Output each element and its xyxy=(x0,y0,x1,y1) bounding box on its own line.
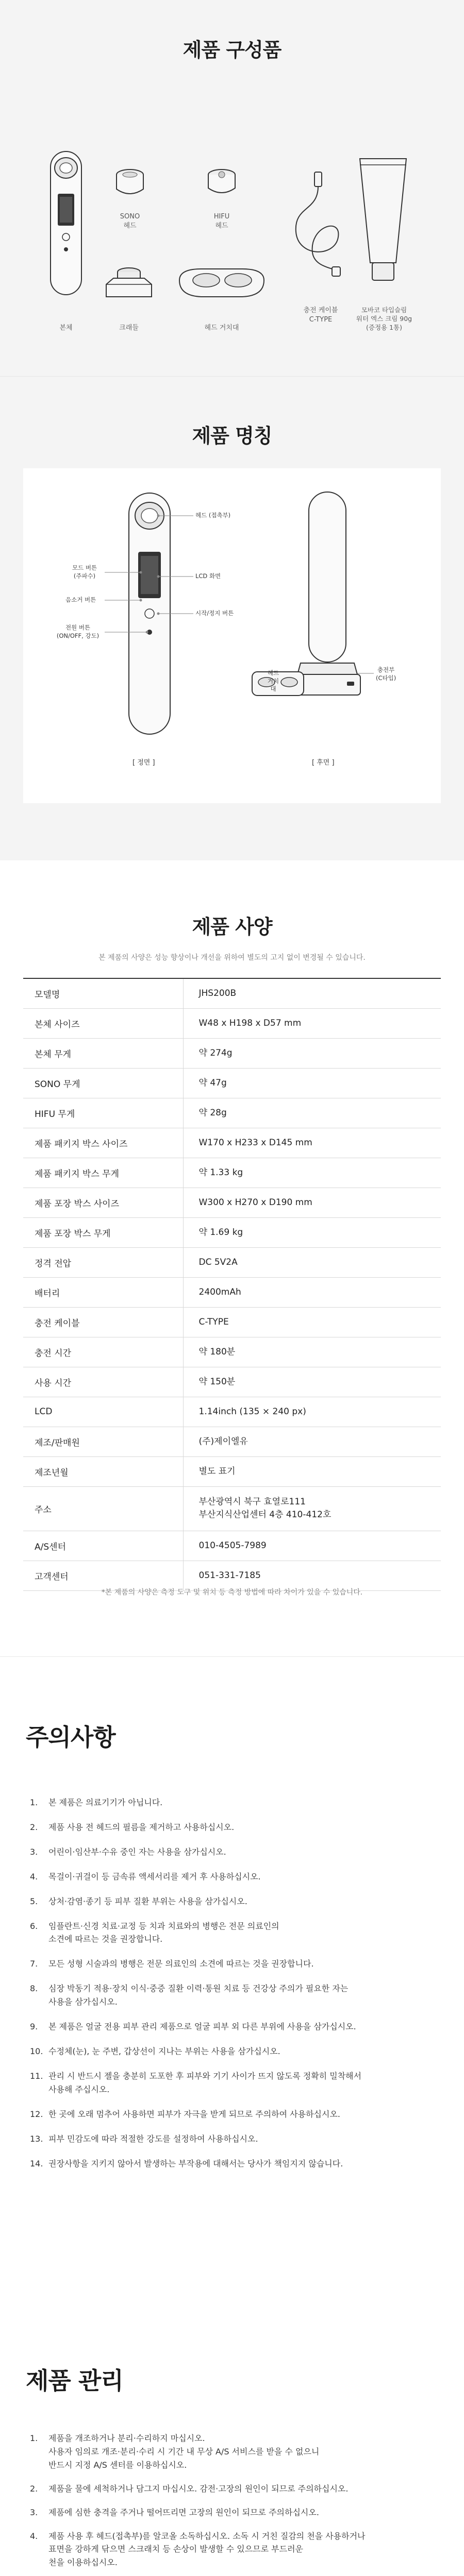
spec-row xyxy=(23,1158,441,1188)
spec-row xyxy=(23,1217,441,1247)
spec-row xyxy=(23,1531,441,1561)
spec-value: W170 x H233 x D145 mm xyxy=(183,1128,441,1158)
list-item-number: 7. xyxy=(30,1959,38,1969)
list-item-number: 10. xyxy=(30,2046,43,2056)
list-item xyxy=(30,2070,361,2096)
list-item-number: 9. xyxy=(30,2022,38,2032)
list-item-number: 4. xyxy=(30,2531,38,2541)
spec-label: 본체 사이즈 xyxy=(23,1008,183,1038)
spec-row xyxy=(23,1188,441,1217)
list-item xyxy=(30,2432,365,2472)
care-section xyxy=(0,2342,464,2576)
list-item xyxy=(30,1870,361,1884)
spec-label: 배터리 xyxy=(23,1277,183,1307)
spec-value: 약 180분 xyxy=(183,1337,441,1367)
spec-subtitle: 본 제품의 사양은 성능 향상이나 개선을 위하여 별도의 고지 없이 변경될 수 있습니다. xyxy=(98,954,366,962)
caution-list xyxy=(30,1796,361,2181)
spec-row xyxy=(23,1277,441,1307)
spec-row xyxy=(23,1427,441,1456)
list-item-text: 본 제품은 의료기기가 아닙니다. xyxy=(48,1798,163,1807)
spec-row xyxy=(23,1486,441,1531)
spec-value: 약 1.33 kg xyxy=(183,1158,441,1188)
spec-label: 제품 포장 박스 사이즈 xyxy=(23,1188,183,1217)
spec-value: (주)제이엘유 xyxy=(183,1427,441,1456)
list-item xyxy=(30,2506,365,2519)
names-diagram-panel xyxy=(23,468,441,803)
callout-head: 헤드 (접촉부) xyxy=(195,512,231,519)
spec-value: W300 x H270 x D190 mm xyxy=(183,1188,441,1217)
spec-label: LCD xyxy=(23,1397,183,1427)
spec-value: 약 28g xyxy=(183,1098,441,1128)
list-item-text: 제품을 물에 세척하거나 담그지 마십시오. 감전·고장의 원인이 되므로 주의하십시오. xyxy=(48,2483,349,2494)
list-item-number: 14. xyxy=(30,2158,43,2168)
spec-value: 1.14inch (135 × 240 px) xyxy=(183,1397,441,1427)
list-item-number: 6. xyxy=(30,1921,38,1931)
list-item xyxy=(30,2045,361,2058)
list-item-number: 8. xyxy=(30,1984,38,1994)
list-item xyxy=(30,2132,361,2146)
list-item-text: 제품 사용 전 헤드의 필름을 제거하고 사용하십시오. xyxy=(48,1822,235,1832)
list-item-text: 수정체(눈), 눈 주변, 갑상선이 지나는 부위는 사용을 삼가십시오. xyxy=(48,2046,280,2056)
spec-value: 약 47g xyxy=(183,1068,441,1098)
list-item-number: 1. xyxy=(30,1798,38,1807)
care-title: 제품 관리 xyxy=(26,2367,123,2395)
list-item-number: 13. xyxy=(30,2133,43,2144)
spec-note: *본 제품의 사양은 측정 도구 및 위치 등 측정 방법에 따라 차이가 있을 수 있습니다. xyxy=(101,1588,363,1597)
spec-value: 2400mAh xyxy=(183,1277,441,1307)
hifu-head-illustration xyxy=(206,167,237,199)
list-item-text: 모든 성형 시술과의 병행은 전문 의료인의 소견에 따르는 것을 권장합니다. xyxy=(48,1959,314,1969)
list-item-number: 11. xyxy=(30,2071,43,2081)
component-label-holder: 헤드 거치대 xyxy=(204,324,239,332)
list-item-number: 3. xyxy=(30,1846,38,1857)
component-label-sono: SONO 헤드 xyxy=(120,213,140,230)
component-label-cream: 모바코 타입슬림 워터 엑스 크림 90g (증정용 1통) xyxy=(356,306,412,331)
list-item-number: 5. xyxy=(30,1896,38,1906)
components-title: 제품 구성품 xyxy=(183,39,281,61)
list-item-text: 권장사항을 지키지 않아서 발생하는 부작용에 대해서는 당사가 책임지지 않습니다. xyxy=(48,2158,343,2168)
callout-mute-button: 음소거 버튼 xyxy=(65,596,96,603)
spec-row xyxy=(23,1337,441,1367)
list-item-number: 2. xyxy=(30,1822,38,1832)
spec-table xyxy=(23,978,441,1591)
spec-row xyxy=(23,1247,441,1277)
spec-row xyxy=(23,1561,441,1590)
spec-row xyxy=(23,1367,441,1397)
callout-start-button: 시작/정지 버튼 xyxy=(195,609,234,617)
list-item xyxy=(30,1895,361,1908)
head-holder-illustration xyxy=(175,265,268,302)
list-item xyxy=(30,1920,361,1946)
spec-label: 모델명 xyxy=(23,978,183,1008)
list-item-text: 심장 박동기 적용·장치 이식·중증 질환 이력·통원 치료 등 건강상 주의가 필요한 자는 사용을 삼가십시오. xyxy=(48,1984,349,2007)
callout-mode-button: 모드 버튼 (주파수) xyxy=(72,564,97,580)
list-item-number: 3. xyxy=(30,2507,38,2517)
spec-label: 충전 시간 xyxy=(23,1337,183,1367)
component-label-cradle: 크래들 xyxy=(119,324,139,332)
list-item xyxy=(30,1796,361,1809)
list-item xyxy=(30,1845,361,1859)
names-title: 제품 명칭 xyxy=(192,425,272,447)
spec-value: C-TYPE xyxy=(183,1307,441,1337)
main-body-illustration xyxy=(45,148,87,298)
spec-label: 정격 전압 xyxy=(23,1247,183,1277)
spec-label: 충전 케이블 xyxy=(23,1307,183,1337)
list-item xyxy=(30,1821,361,1834)
spec-value: JHS200B xyxy=(183,978,441,1008)
spec-value: 010-4505-7989 xyxy=(183,1531,441,1561)
spec-value: 약 1.69 kg xyxy=(183,1217,441,1247)
list-item xyxy=(30,2157,361,2171)
spec-label: 제조/판매원 xyxy=(23,1427,183,1456)
front-view-caption: [ 정면 ] xyxy=(132,759,155,767)
spec-label: HIFU 무게 xyxy=(23,1098,183,1128)
back-view-caption: [ 후면 ] xyxy=(312,759,335,767)
spec-row xyxy=(23,1098,441,1128)
list-item-text: 제품을 개조하거나 분리·수리하지 마십시오. 사용자 임의로 개조·분리·수리 시 기간 내 무상 A/S 서비스를 받을 수 없으니 반드시 지정 A/S 센터를 이용하십시오. xyxy=(48,2433,320,2470)
list-item xyxy=(30,1982,361,2009)
spec-value: 약 150분 xyxy=(183,1367,441,1397)
spec-row xyxy=(23,1068,441,1098)
spec-row xyxy=(23,1456,441,1486)
callout-lcd: LCD 화면 xyxy=(195,572,221,580)
spec-row xyxy=(23,1008,441,1038)
component-label-hifu: HIFU 헤드 xyxy=(213,213,230,230)
charging-cable-illustration xyxy=(289,170,351,278)
spec-row xyxy=(23,1397,441,1427)
names-section xyxy=(0,376,464,860)
callout-power-button: 전원 버튼 (ON/OFF, 강도) xyxy=(56,624,100,639)
spec-row xyxy=(23,978,441,1008)
spec-label: 제품 패키지 박스 사이즈 xyxy=(23,1128,183,1158)
list-item xyxy=(30,2482,365,2496)
spec-row xyxy=(23,1038,441,1068)
spec-value: DC 5V2A xyxy=(183,1247,441,1277)
spec-label: SONO 무게 xyxy=(23,1068,183,1098)
list-item-text: 본 제품은 얼굴 전용 피부 관리 제품으로 얼굴 피부 외 다른 부위에 사용을 삼가십시오. xyxy=(48,2022,356,2032)
cream-tube-illustration xyxy=(355,155,411,283)
callout-head-holder: 헤드 거치대 xyxy=(267,669,279,693)
callout-charge-port: 충전부 (C타입) xyxy=(376,666,396,682)
spec-row xyxy=(23,1307,441,1337)
list-item-text: 목걸이·귀걸이 등 금속류 액세서리를 제거 후 사용하십시오. xyxy=(48,1871,261,1882)
spec-label: 제품 포장 박스 무게 xyxy=(23,1217,183,1247)
caution-title: 주의사항 xyxy=(26,1723,115,1751)
list-item-text: 피부 민감도에 따라 적절한 강도를 설정하여 사용하십시오. xyxy=(48,2133,258,2144)
spec-value: 051-331-7185 xyxy=(183,1561,441,1590)
care-list xyxy=(30,2432,365,2576)
list-item xyxy=(30,2020,361,2033)
spec-label: 고객센터 xyxy=(23,1561,183,1590)
spec-label: 제조년월 xyxy=(23,1456,183,1486)
component-label-cable: 충전 케이블 C-TYPE xyxy=(303,307,338,324)
list-item-number: 4. xyxy=(30,1871,38,1882)
spec-value: 부산광역시 북구 효열로111 부산지식산업센터 4층 410-412호 xyxy=(183,1486,441,1531)
spec-label: 제품 패키지 박스 무게 xyxy=(23,1158,183,1188)
list-item-number: 2. xyxy=(30,2483,38,2494)
spec-section xyxy=(0,860,464,1656)
list-item xyxy=(30,2108,361,2121)
spec-label: A/S센터 xyxy=(23,1531,183,1561)
list-item xyxy=(30,2530,365,2570)
spec-title: 제품 사양 xyxy=(192,916,272,938)
list-item-text: 상처·감염·종기 등 피부 질환 부위는 사용을 삼가십시오. xyxy=(48,1896,247,1906)
caution-section xyxy=(0,1656,464,2342)
component-label-body: 본체 xyxy=(59,324,73,332)
list-item-text: 한 곳에 오래 멈추어 사용하면 피부가 자극을 받게 되므로 주의하여 사용하십시오. xyxy=(48,2109,340,2119)
list-item-text: 임플란트·신경 치료·교정 등 치과 치료와의 병행은 전문 의료인의 소견에 따르는 것을 권장합니다. xyxy=(48,1921,279,1944)
list-item-text: 제품에 심한 충격을 주거나 떨어뜨리면 고장의 원인이 되므로 주의하십시오. xyxy=(48,2507,319,2517)
components-section xyxy=(0,0,464,376)
spec-value: W48 x H198 x D57 mm xyxy=(183,1008,441,1038)
sono-head-illustration xyxy=(114,167,145,199)
list-item-text: 제품 사용 후 헤드(접촉부)를 알코올 소독하십시오. 소독 시 거친 질감의 천을 사용하거나 표면을 강하게 닦으면 스크래치 등 손상이 발생할 수 있으므로 부드러운 천을 이용하십시오. xyxy=(48,2531,366,2568)
spec-label: 본체 무게 xyxy=(23,1038,183,1068)
list-item xyxy=(30,1957,361,1971)
list-item-number: 1. xyxy=(30,2433,38,2443)
list-item-text: 어린이·임산부·수유 중인 자는 사용을 삼가십시오. xyxy=(48,1846,226,1857)
spec-value: 약 274g xyxy=(183,1038,441,1068)
cradle-illustration xyxy=(103,264,155,303)
spec-row xyxy=(23,1128,441,1158)
list-item-number: 12. xyxy=(30,2109,43,2119)
spec-value: 별도 표기 xyxy=(183,1456,441,1486)
spec-label: 사용 시간 xyxy=(23,1367,183,1397)
list-item-text: 관리 시 반드시 젤을 충분히 도포한 후 피부와 기기 사이가 뜨지 않도록 정확히 밀착해서 사용해 주십시오. xyxy=(48,2071,362,2094)
spec-label: 주소 xyxy=(23,1486,183,1531)
